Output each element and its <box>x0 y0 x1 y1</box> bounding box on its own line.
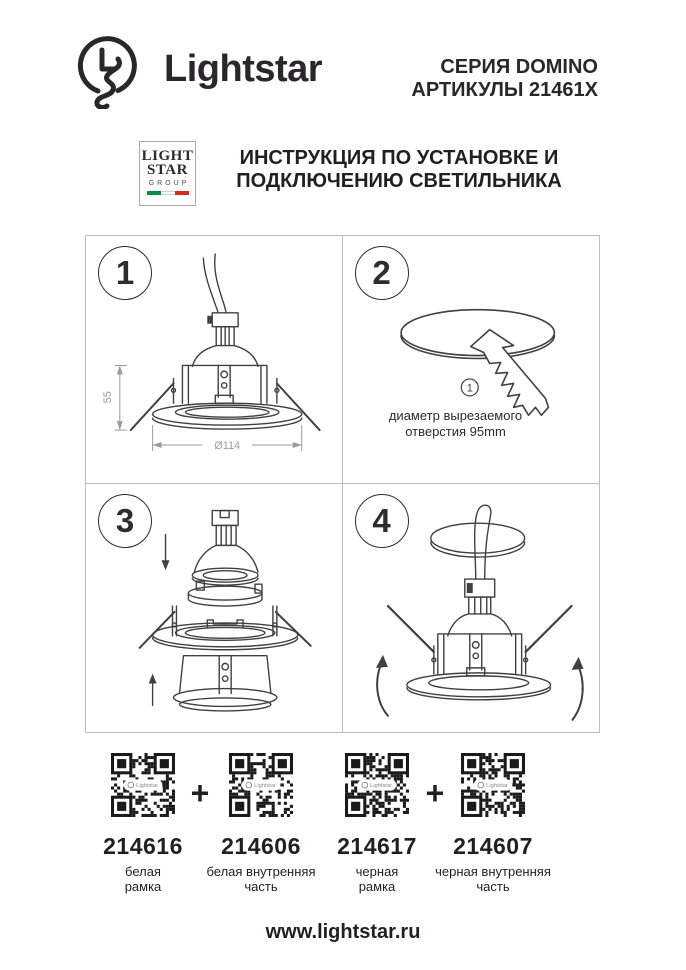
product-code: 214607 <box>453 833 533 859</box>
dim-height-label: 55 <box>101 391 114 404</box>
callout-1-label: 1 <box>466 382 473 395</box>
product-code: 214606 <box>221 833 301 859</box>
brand-name: Lightstar <box>164 48 323 90</box>
step-2 <box>343 236 600 484</box>
group-logo-star: STAR <box>147 162 188 178</box>
page-title-line2: ПОДКЛЮЧЕНИЮ СВЕТИЛЬНИКА <box>236 170 562 192</box>
step-4-number: 4 <box>355 494 409 548</box>
series-block <box>411 56 598 102</box>
italian-flag-icon <box>147 191 189 195</box>
plus-sign: + <box>425 775 445 811</box>
step-2-number: 2 <box>355 246 409 300</box>
product-label: черная рамка <box>355 864 399 894</box>
qr-code-214617 <box>345 753 409 817</box>
product-214607 <box>431 753 555 894</box>
product-214606 <box>199 753 323 894</box>
lightstar-bulb-icon <box>76 33 140 109</box>
cutout-caption <box>343 408 569 440</box>
website-url: www.lightstar.ru <box>265 921 421 943</box>
cutout-caption-line1: диаметр вырезаемого <box>388 408 523 423</box>
svg-text:Lightstar: Lightstar <box>136 783 158 790</box>
product-label: черная внутренняя часть <box>435 864 551 894</box>
svg-text:Lightstar: Lightstar <box>486 783 508 790</box>
product-code: 214616 <box>103 833 183 859</box>
step-3-number: 3 <box>98 494 152 548</box>
product-label: белая внутренняя часть <box>206 864 316 894</box>
svg-text:Lightstar: Lightstar <box>254 783 276 790</box>
product-code: 214617 <box>337 833 417 859</box>
lightstar-group-logo <box>139 141 196 206</box>
qr-code-214616 <box>111 753 175 817</box>
step-1-number: 1 <box>98 246 152 300</box>
plus-sign: + <box>190 775 210 811</box>
group-logo-group: GROUP <box>148 180 190 187</box>
page-title <box>199 147 599 193</box>
product-qr-row <box>0 753 686 908</box>
qr-code-214606 <box>229 753 293 817</box>
page-title-line1: ИНСТРУКЦИЯ ПО УСТАНОВКЕ И <box>239 147 559 169</box>
step-3 <box>86 484 343 732</box>
qr-code-214607 <box>461 753 525 817</box>
product-label: белая рамка <box>124 864 162 894</box>
step-1 <box>86 236 343 484</box>
steps-grid <box>85 235 600 733</box>
svg-text:Lightstar: Lightstar <box>370 783 392 790</box>
step-4 <box>343 484 600 732</box>
series-title: СЕРИЯ DOMINO <box>440 56 598 78</box>
cutout-caption-line2: отверстия 95mm <box>405 424 506 439</box>
series-articles: АРТИКУЛЫ 21461X <box>411 79 598 101</box>
dim-diameter-label: Ø114 <box>214 439 241 452</box>
group-logo-light: LIGHT <box>141 148 194 164</box>
